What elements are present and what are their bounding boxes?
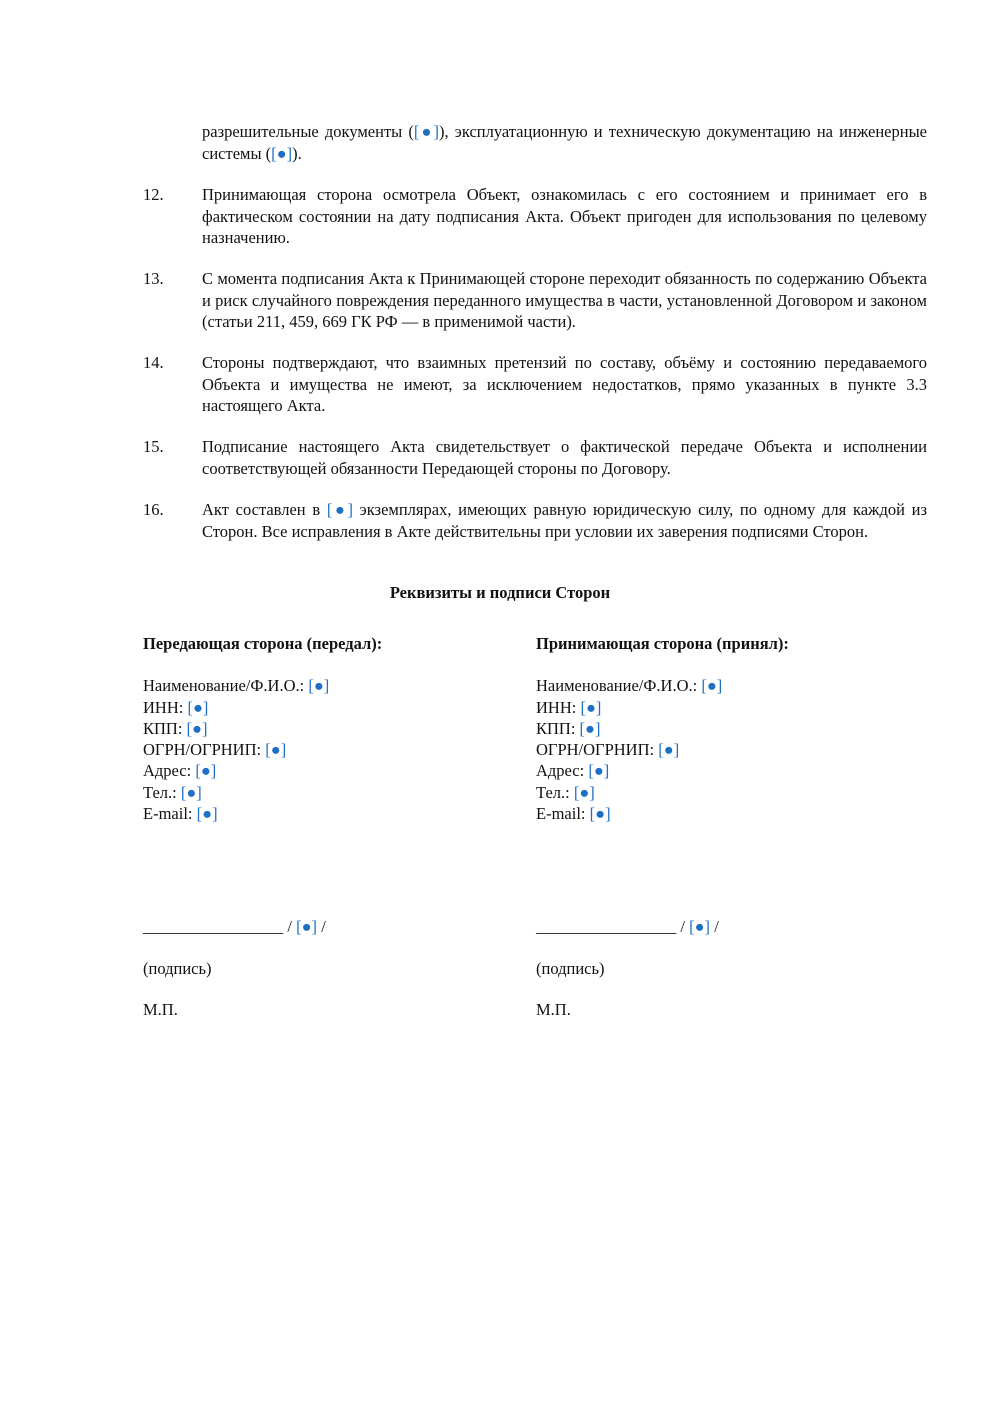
field-label: КПП: (536, 718, 576, 738)
field-inn (143, 697, 523, 718)
placeholder-field: [●] (186, 718, 208, 738)
placeholder-field: [●] (187, 697, 209, 717)
party-heading: Принимающая сторона (принял): (536, 634, 789, 653)
field-ogrn (143, 739, 523, 760)
placeholder-field: [●] (180, 782, 202, 802)
placeholder-field: [●] (195, 761, 217, 781)
item-text: Подписание настоящего Акта свидетельствует о фактической передаче Объекта и исполнении соответствующей обязанности Передающей стороны по Договору. (202, 437, 927, 478)
field-ogrn (536, 739, 916, 760)
field-kpp (143, 718, 523, 739)
field-inn (536, 697, 916, 718)
field-email (143, 803, 523, 824)
text-fragment: / (317, 917, 326, 936)
item-number: 15. (143, 437, 164, 456)
text-fragment: ). (292, 143, 302, 163)
item-number: 12. (143, 185, 164, 204)
field-label: ОГРН/ОГРНИП: (143, 740, 262, 760)
placeholder-field: [●] (196, 804, 218, 824)
field-name (143, 675, 523, 696)
item-text (202, 499, 927, 542)
field-label: Наименование/Ф.И.О.: (536, 676, 698, 696)
field-label: Наименование/Ф.И.О.: (143, 676, 305, 696)
field-address (143, 760, 523, 781)
field-address (536, 760, 916, 781)
signature-underline: _________________ / (536, 917, 685, 936)
signature-block-left (143, 916, 523, 1020)
placeholder-field: [●] (265, 740, 287, 760)
signature-line (143, 916, 523, 937)
field-label: E-mail: (536, 804, 586, 824)
item-text: Принимающая сторона осмотрела Объект, ознакомилась с его состоянием и принимает его в фактическом состоянии на дату подписания Акта. Объект пригоден для использования по целевому назначению. (202, 185, 927, 247)
text-fragment: / (710, 917, 719, 936)
text-fragment: экземплярах, имеющих равную юридическую силу, по одному для каждой из Сторон. Все исправления в Акте действительны при условии их заверения подписями Сторон. (202, 500, 927, 541)
item-number: 13. (143, 269, 164, 288)
item-number: 14. (143, 353, 164, 372)
requisites-heading: Реквизиты и подписи Сторон (389, 583, 611, 602)
signature-underline: _________________ / (143, 917, 292, 936)
signature-caption: (подпись) (536, 959, 605, 979)
placeholder-field: [●] (296, 917, 318, 936)
signature-caption: (подпись) (143, 959, 212, 979)
placeholder-field: [●] (701, 676, 723, 696)
signature-line (536, 916, 916, 937)
placeholder-field: [●] (573, 782, 595, 802)
field-label: КПП: (143, 718, 183, 738)
placeholder-field: [●] (308, 676, 330, 696)
placeholder-field: [●] (271, 143, 293, 163)
party-heading: Передающая сторона (передал): (143, 634, 383, 653)
signature-block-right (536, 916, 916, 1020)
placeholder-field: [●] (658, 740, 680, 760)
stamp-label: М.П. (536, 999, 571, 1019)
field-label: E-mail: (143, 804, 193, 824)
field-kpp (536, 718, 916, 739)
field-email (536, 803, 916, 824)
placeholder-field: [●] (579, 718, 601, 738)
field-label: ОГРН/ОГРНИП: (536, 740, 655, 760)
paragraph-continuation (202, 121, 927, 164)
text-fragment: разрешительные документы ( (202, 122, 414, 141)
party-receiving (536, 633, 916, 824)
text-fragment: Акт составлен в (202, 500, 327, 519)
field-label: Тел.: (143, 782, 177, 802)
placeholder-field: [●] (689, 917, 711, 936)
field-label: ИНН: (536, 697, 577, 717)
placeholder-field: [●] (580, 697, 602, 717)
field-label: ИНН: (143, 697, 184, 717)
item-number: 16. (143, 500, 164, 519)
placeholder-field: [●] (589, 804, 611, 824)
text-fragment: ), эксплуатационную и техническую документацию на инженерные системы ( (202, 122, 927, 163)
placeholder-field: [●] (413, 122, 439, 141)
party-transferring (143, 633, 523, 824)
item-text: Стороны подтверждают, что взаимных претензий по составу, объёму и состоянию передаваемого Объекта и имущества не имеют, за исключением недостатков, прямо указанных в пункте 3.3 настоящего Акта. (202, 353, 927, 415)
field-label: Адрес: (143, 761, 192, 781)
item-text: С момента подписания Акта к Принимающей стороне переходит обязанность по содержанию Объекта и риск случайного повреждения переданного имущества в части, установленной Договором и законом (статьи 211, 459, 669 ГК РФ — в применимой части). (202, 269, 927, 331)
field-phone (536, 782, 916, 803)
stamp-label: М.П. (143, 999, 178, 1019)
placeholder-field: [●] (326, 500, 353, 519)
field-name (536, 675, 916, 696)
field-phone (143, 782, 523, 803)
field-label: Адрес: (536, 761, 585, 781)
field-label: Тел.: (536, 782, 570, 802)
placeholder-field: [●] (588, 761, 610, 781)
